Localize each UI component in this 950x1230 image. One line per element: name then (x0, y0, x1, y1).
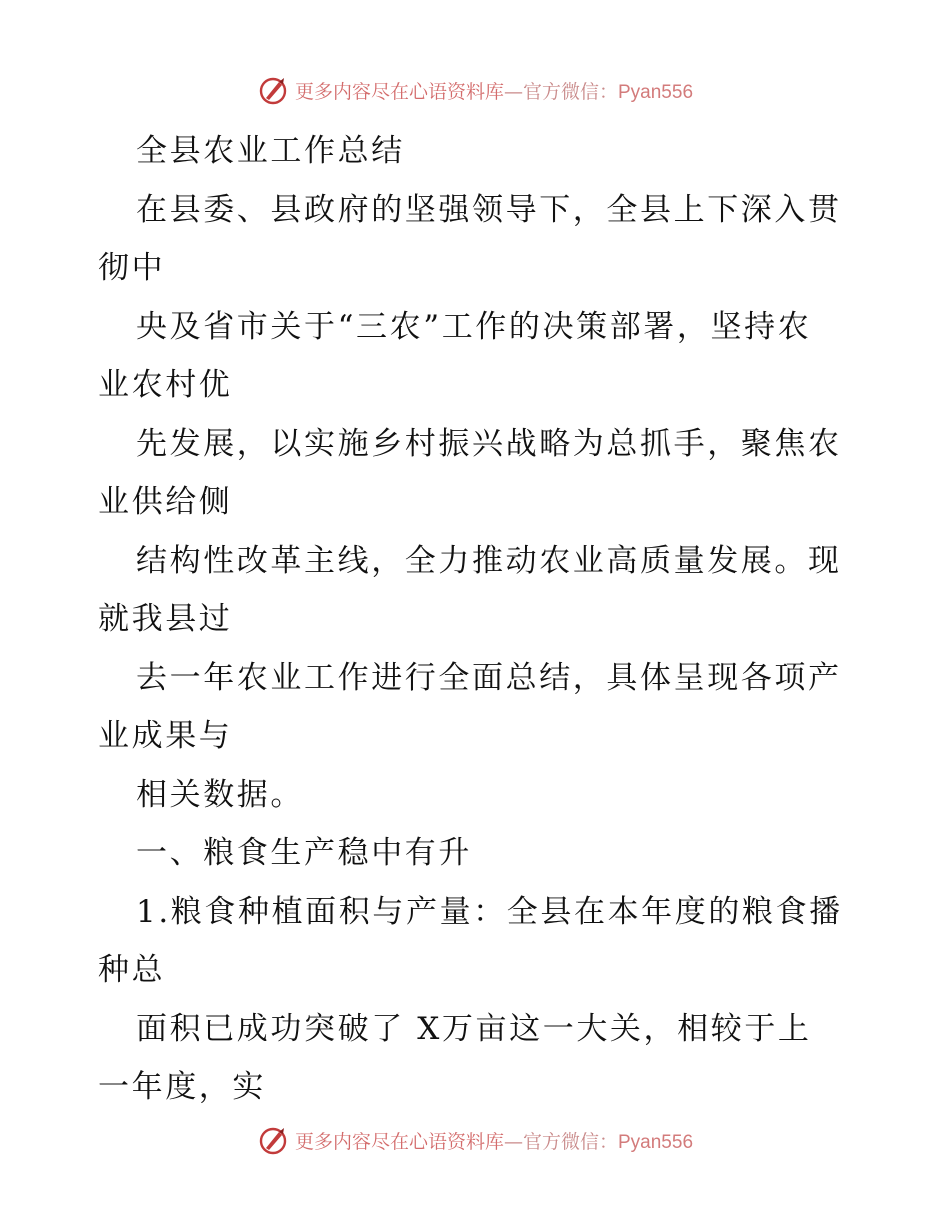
watermark-site-name: 更多内容尽在心语资料库 (294, 80, 504, 103)
document-line: 1.粮食种植面积与产量：全县在本年度的粮食播 (136, 893, 843, 930)
watermark-text (295, 1127, 693, 1154)
document-line: 业成果与 (98, 718, 233, 754)
watermark-site-name: 更多内容尽在心语资料库 (294, 1130, 504, 1153)
document-line: 就我县过 (98, 601, 233, 637)
document-line: 一、粮食生产稳中有升 (136, 835, 472, 871)
document-line: 业供给侧 (98, 484, 233, 520)
header-watermark (0, 70, 950, 110)
document-line: 一年度，实 (98, 1069, 266, 1105)
document-line: 相关数据。 (136, 776, 304, 813)
watermark-text (295, 77, 693, 104)
document-line: 央及省市关于“三农”工作的决策部署，坚持农 (136, 308, 812, 345)
watermark-wechat-handle: Pyan556 (618, 81, 694, 103)
document-line: 种总 (98, 952, 166, 988)
document-line: 业农村优 (98, 367, 233, 403)
watermark-dash: — (503, 80, 523, 103)
footer-watermark (0, 1120, 950, 1160)
document-line: 结构性改革主线，全力推动农业高质量发展。现 (136, 542, 842, 579)
document-body (98, 122, 858, 1117)
document-line: 全县农业工作总结 (136, 133, 405, 169)
watermark-wechat-label: 官方微信： (522, 80, 618, 103)
watermark-wechat-label: 官方微信： (522, 1130, 618, 1153)
document-line: 彻中 (98, 250, 166, 286)
document-line: 先发展，以实施乡村振兴战略为总抓手，聚焦农 (136, 425, 842, 462)
document-line: 在县委、县政府的坚强领导下，全县上下深入贯 (136, 191, 842, 228)
quill-logo-icon (257, 74, 289, 106)
document-line: 去一年农业工作进行全面总结，具体呈现各项产 (136, 659, 842, 696)
watermark-wechat-handle: Pyan556 (618, 1131, 694, 1153)
quill-logo-icon (257, 1124, 289, 1156)
document-line: 面积已成功突破了 X万亩这一大关，相较于上 (136, 1010, 812, 1047)
watermark-dash: — (503, 1130, 523, 1153)
